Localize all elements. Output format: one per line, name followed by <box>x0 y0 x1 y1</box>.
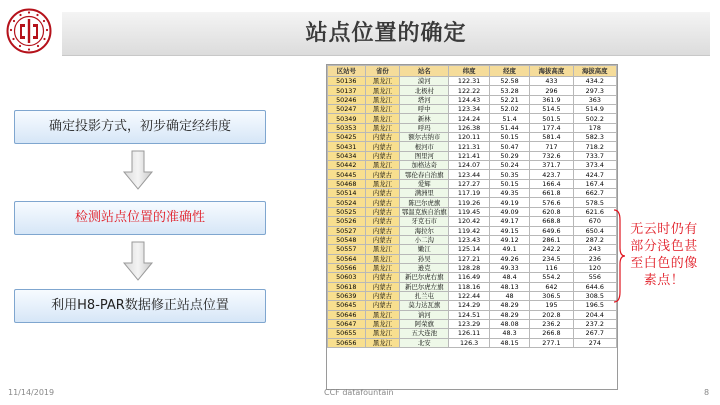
annotation-line: 无云时仍有 <box>630 222 698 237</box>
table-cell: 121.41 <box>449 151 489 160</box>
table-cell: 黑龙江 <box>365 254 400 263</box>
table-cell: 50353 <box>328 123 366 132</box>
table-row <box>328 263 617 272</box>
table-cell: 118.16 <box>449 282 489 291</box>
table-cell: 50137 <box>328 86 366 95</box>
table-cell: 新林 <box>400 114 449 123</box>
table-cell: 根河市 <box>400 142 449 151</box>
table-cell: 塔河 <box>400 95 449 104</box>
table-cell: 363 <box>573 95 616 104</box>
table-cell: 50557 <box>328 245 366 254</box>
table-cell: 717 <box>530 142 573 151</box>
table-row <box>328 319 617 328</box>
table-cell: 黑龙江 <box>365 123 400 132</box>
table-cell: 373.4 <box>573 161 616 170</box>
column-header: 站名 <box>400 66 449 77</box>
table-cell: 117.19 <box>449 189 489 198</box>
table-cell: 50548 <box>328 235 366 244</box>
table-cell: 49.17 <box>489 217 529 226</box>
title-bar <box>62 12 710 56</box>
table-cell: 内蒙古 <box>365 235 400 244</box>
table-cell: 北安 <box>400 338 449 347</box>
table-cell: 48.29 <box>489 301 529 310</box>
table-cell: 718.2 <box>573 142 616 151</box>
table-cell: 296 <box>530 86 573 95</box>
table-cell: 287.2 <box>573 235 616 244</box>
table-cell: 501.5 <box>530 114 573 123</box>
table-cell: 371.7 <box>530 161 573 170</box>
table-cell: 119.26 <box>449 198 489 207</box>
table-row <box>328 217 617 226</box>
table-cell: 50442 <box>328 161 366 170</box>
table-cell: 48.13 <box>489 282 529 291</box>
step-correction-box <box>14 289 266 323</box>
table-row <box>328 245 617 254</box>
step-accuracy-label: 检测站点位置的准确性 <box>74 210 205 225</box>
table-cell: 海拉尔 <box>400 226 449 235</box>
table-cell: 236 <box>573 254 616 263</box>
table-cell: 670 <box>573 217 616 226</box>
table-cell: 297.3 <box>573 86 616 95</box>
table-cell: 黑龙江 <box>365 319 400 328</box>
table-cell: 204.4 <box>573 310 616 319</box>
table-cell: 50646 <box>328 310 366 319</box>
table-cell: 128.28 <box>449 263 489 272</box>
table-cell: 514.9 <box>573 105 616 114</box>
table-row <box>328 329 617 338</box>
table-row <box>328 282 617 291</box>
table-cell: 581.4 <box>530 133 573 142</box>
table-row <box>328 77 617 86</box>
table-cell: 661.8 <box>530 189 573 198</box>
table-cell: 126.3 <box>449 338 489 347</box>
table-cell: 50524 <box>328 198 366 207</box>
table-cell: 50566 <box>328 263 366 272</box>
table-cell: 50527 <box>328 226 366 235</box>
table-cell: 额尔古纳市 <box>400 133 449 142</box>
table-cell: 内蒙古 <box>365 189 400 198</box>
table-cell: 423.7 <box>530 170 573 179</box>
table-cell: 361.9 <box>530 95 573 104</box>
table-cell: 黑龙江 <box>365 86 400 95</box>
table-cell: 120.42 <box>449 217 489 226</box>
table-cell: 277.1 <box>530 338 573 347</box>
table-cell: 50645 <box>328 301 366 310</box>
table-cell: 662.7 <box>573 189 616 198</box>
table-cell: 50639 <box>328 291 366 300</box>
table-cell: 124.51 <box>449 310 489 319</box>
table-cell: 642 <box>530 282 573 291</box>
table-cell: 236.2 <box>530 319 573 328</box>
table-cell: 呼中 <box>400 105 449 114</box>
table-cell: 48.15 <box>489 338 529 347</box>
table-header-row <box>328 66 617 77</box>
annotation-line: 部分浅色甚 <box>630 239 698 254</box>
table-cell: 621.6 <box>573 207 616 216</box>
table-cell: 牙克石市 <box>400 217 449 226</box>
table-cell: 北极村 <box>400 86 449 95</box>
table-cell: 123.34 <box>449 105 489 114</box>
table-row <box>328 86 617 95</box>
table-cell: 50.35 <box>489 170 529 179</box>
table-cell: 53.28 <box>489 86 529 95</box>
table-cell: 50445 <box>328 170 366 179</box>
footer-date: 11/14/2019 <box>8 388 55 397</box>
table-cell: 49.1 <box>489 245 529 254</box>
table-cell: 127.21 <box>449 254 489 263</box>
table-cell: 116 <box>530 263 573 272</box>
table-cell: 554.2 <box>530 273 573 282</box>
table-cell: 内蒙古 <box>365 170 400 179</box>
table-cell: 黑龙江 <box>365 105 400 114</box>
table-row <box>328 291 617 300</box>
table-cell: 爱辉 <box>400 179 449 188</box>
page-number: 8 <box>704 388 710 397</box>
table-cell: 119.45 <box>449 207 489 216</box>
table-cell: 167.4 <box>573 179 616 188</box>
column-header: 纬度 <box>449 66 489 77</box>
table-cell: 逊克 <box>400 263 449 272</box>
down-arrow-icon <box>122 241 154 281</box>
table-cell: 234.5 <box>530 254 573 263</box>
table-cell: 50526 <box>328 217 366 226</box>
table-cell: 鄂伦春自治旗 <box>400 170 449 179</box>
table-cell: 243 <box>573 245 616 254</box>
table-cell: 576.6 <box>530 198 573 207</box>
table-cell: 内蒙古 <box>365 198 400 207</box>
table-cell: 556 <box>573 273 616 282</box>
column-header: 海拔高度 <box>573 66 616 77</box>
table-cell: 50425 <box>328 133 366 142</box>
table-cell: 49.26 <box>489 254 529 263</box>
table-cell: 黑龙江 <box>365 95 400 104</box>
annotation-line: 至白色的像 <box>630 256 698 271</box>
table-cell: 50.24 <box>489 161 529 170</box>
table-cell: 119.42 <box>449 226 489 235</box>
table-cell: 内蒙古 <box>365 291 400 300</box>
table-row <box>328 133 617 142</box>
table-cell: 306.5 <box>530 291 573 300</box>
table-cell: 424.7 <box>573 170 616 179</box>
table-cell: 120.11 <box>449 133 489 142</box>
table-cell: 48 <box>489 291 529 300</box>
table-cell: 阿荣旗 <box>400 319 449 328</box>
table-cell: 195 <box>530 301 573 310</box>
table-cell: 434.2 <box>573 77 616 86</box>
table-row <box>328 151 617 160</box>
table-row <box>328 114 617 123</box>
table-cell: 讷河 <box>400 310 449 319</box>
table-cell: 50603 <box>328 273 366 282</box>
table-cell: 莫力达瓦旗 <box>400 301 449 310</box>
table-cell: 51.4 <box>489 114 529 123</box>
table-cell: 123.43 <box>449 235 489 244</box>
table-cell: 50656 <box>328 338 366 347</box>
table-cell: 49.12 <box>489 235 529 244</box>
table-cell: 127.27 <box>449 179 489 188</box>
table-cell: 50468 <box>328 179 366 188</box>
annotation-line: 素点！ <box>643 273 685 288</box>
table-cell: 内蒙古 <box>365 133 400 142</box>
table-cell: 黑龙江 <box>365 310 400 319</box>
table-cell: 孙吴 <box>400 254 449 263</box>
table-row <box>328 310 617 319</box>
step-correction-label: 利用H8-PAR数据修正站点位置 <box>51 298 229 313</box>
table-cell: 小二沟 <box>400 235 449 244</box>
table-cell: 733.7 <box>573 151 616 160</box>
table-cell: 50247 <box>328 105 366 114</box>
table-cell: 50525 <box>328 207 366 216</box>
table-cell: 433 <box>530 77 573 86</box>
table-cell: 呼玛 <box>400 123 449 132</box>
table-cell: 650.4 <box>573 226 616 235</box>
table-row <box>328 198 617 207</box>
table-cell: 732.6 <box>530 151 573 160</box>
table-cell: 50.47 <box>489 142 529 151</box>
table-cell: 加格达奇 <box>400 161 449 170</box>
table-cell: 123.44 <box>449 170 489 179</box>
table-cell: 48.29 <box>489 310 529 319</box>
table-cell: 242.2 <box>530 245 573 254</box>
table-cell: 124.43 <box>449 95 489 104</box>
table-row <box>328 170 617 179</box>
table-cell: 266.8 <box>530 329 573 338</box>
table-cell: 内蒙古 <box>365 282 400 291</box>
step-projection-box <box>14 110 266 144</box>
table-cell: 124.07 <box>449 161 489 170</box>
table-cell: 50431 <box>328 142 366 151</box>
table-cell: 黑龙江 <box>365 77 400 86</box>
table-cell: 120 <box>573 263 616 272</box>
table-cell: 黑龙江 <box>365 245 400 254</box>
table-cell: 668.8 <box>530 217 573 226</box>
table-row <box>328 254 617 263</box>
table-cell: 514.5 <box>530 105 573 114</box>
table-cell: 满洲里 <box>400 189 449 198</box>
table-row <box>328 123 617 132</box>
table-cell: 124.29 <box>449 301 489 310</box>
table-cell: 122.31 <box>449 77 489 86</box>
table-cell: 内蒙古 <box>365 142 400 151</box>
table-cell: 49.15 <box>489 226 529 235</box>
table-cell: 内蒙古 <box>365 301 400 310</box>
table-cell: 578.5 <box>573 198 616 207</box>
table-cell: 内蒙古 <box>365 273 400 282</box>
table-cell: 鄂温克族自治旗 <box>400 207 449 216</box>
table-cell: 图里河 <box>400 151 449 160</box>
table-cell: 620.8 <box>530 207 573 216</box>
table-cell: 308.5 <box>573 291 616 300</box>
table-cell: 陈巴尔虎旗 <box>400 198 449 207</box>
table-cell: 644.6 <box>573 282 616 291</box>
table-cell: 50.15 <box>489 179 529 188</box>
table-cell: 内蒙古 <box>365 151 400 160</box>
table-cell: 126.11 <box>449 329 489 338</box>
table-cell: 50514 <box>328 189 366 198</box>
table-cell: 123.29 <box>449 319 489 328</box>
table-cell: 50.29 <box>489 151 529 160</box>
table-cell: 嫩江 <box>400 245 449 254</box>
table-cell: 52.58 <box>489 77 529 86</box>
table-cell: 196.5 <box>573 301 616 310</box>
table-cell: 122.44 <box>449 291 489 300</box>
table-cell: 124.24 <box>449 114 489 123</box>
table-cell: 黑龙江 <box>365 338 400 347</box>
table-cell: 黑龙江 <box>365 179 400 188</box>
step-accuracy-box <box>14 201 266 235</box>
column-header: 区站号 <box>328 66 366 77</box>
table-cell: 内蒙古 <box>365 226 400 235</box>
table-cell: 漠河 <box>400 77 449 86</box>
table-cell: 267.7 <box>573 329 616 338</box>
table-cell: 48.3 <box>489 329 529 338</box>
table-row <box>328 142 617 151</box>
table-cell: 49.33 <box>489 263 529 272</box>
table-cell: 50136 <box>328 77 366 86</box>
table-cell: 黑龙江 <box>365 263 400 272</box>
table-cell: 黑龙江 <box>365 114 400 123</box>
table-cell: 116.49 <box>449 273 489 282</box>
table-cell: 50.15 <box>489 133 529 142</box>
station-table <box>326 64 618 390</box>
table-cell: 50655 <box>328 329 366 338</box>
table-cell: 582.3 <box>573 133 616 142</box>
table-cell: 新巴尔虎右旗 <box>400 273 449 282</box>
table-cell: 177.4 <box>530 123 573 132</box>
table-cell: 50564 <box>328 254 366 263</box>
table-cell: 黑龙江 <box>365 329 400 338</box>
table-cell: 50434 <box>328 151 366 160</box>
table-cell: 52.02 <box>489 105 529 114</box>
table-cell: 51.44 <box>489 123 529 132</box>
table-cell: 237.2 <box>573 319 616 328</box>
table-cell: 五大连池 <box>400 329 449 338</box>
table-row <box>328 273 617 282</box>
table-cell: 178 <box>573 123 616 132</box>
table-cell: 黑龙江 <box>365 161 400 170</box>
table-cell: 50246 <box>328 95 366 104</box>
table-cell: 166.4 <box>530 179 573 188</box>
table-cell: 502.2 <box>573 114 616 123</box>
table-row <box>328 105 617 114</box>
annotation-note <box>622 221 706 289</box>
column-header: 经度 <box>489 66 529 77</box>
table-cell: 48.08 <box>489 319 529 328</box>
table-cell: 286.1 <box>530 235 573 244</box>
page-title: 站点位置的确定 <box>305 21 467 46</box>
table-row <box>328 301 617 310</box>
table-cell: 121.31 <box>449 142 489 151</box>
table-row <box>328 161 617 170</box>
table-cell: 49.19 <box>489 198 529 207</box>
column-header: 省份 <box>365 66 400 77</box>
down-arrow-icon <box>122 150 154 190</box>
table-cell: 274 <box>573 338 616 347</box>
table-row <box>328 235 617 244</box>
table-cell: 内蒙古 <box>365 217 400 226</box>
table-cell: 50618 <box>328 282 366 291</box>
table-cell: 50349 <box>328 114 366 123</box>
table-cell: 49.35 <box>489 189 529 198</box>
table-cell: 内蒙古 <box>365 207 400 216</box>
table-row <box>328 338 617 347</box>
table-cell: 202.8 <box>530 310 573 319</box>
table-cell: 49.09 <box>489 207 529 216</box>
table-cell: 649.6 <box>530 226 573 235</box>
university-seal-icon <box>6 8 52 54</box>
table-row <box>328 179 617 188</box>
table-row <box>328 207 617 216</box>
table-row <box>328 95 617 104</box>
table-cell: 122.22 <box>449 86 489 95</box>
table-cell: 52.21 <box>489 95 529 104</box>
table-cell: 50647 <box>328 319 366 328</box>
footer-source: CCF datafountain <box>324 388 394 397</box>
table-cell: 125.14 <box>449 245 489 254</box>
table-cell: 新巴尔虎左旗 <box>400 282 449 291</box>
column-header: 海拔高度 <box>530 66 573 77</box>
table-cell: 扎兰屯 <box>400 291 449 300</box>
table-row <box>328 226 617 235</box>
table-cell: 48.4 <box>489 273 529 282</box>
step-projection-label: 确定投影方式，初步确定经纬度 <box>48 119 231 134</box>
table-row <box>328 189 617 198</box>
table-cell: 126.38 <box>449 123 489 132</box>
